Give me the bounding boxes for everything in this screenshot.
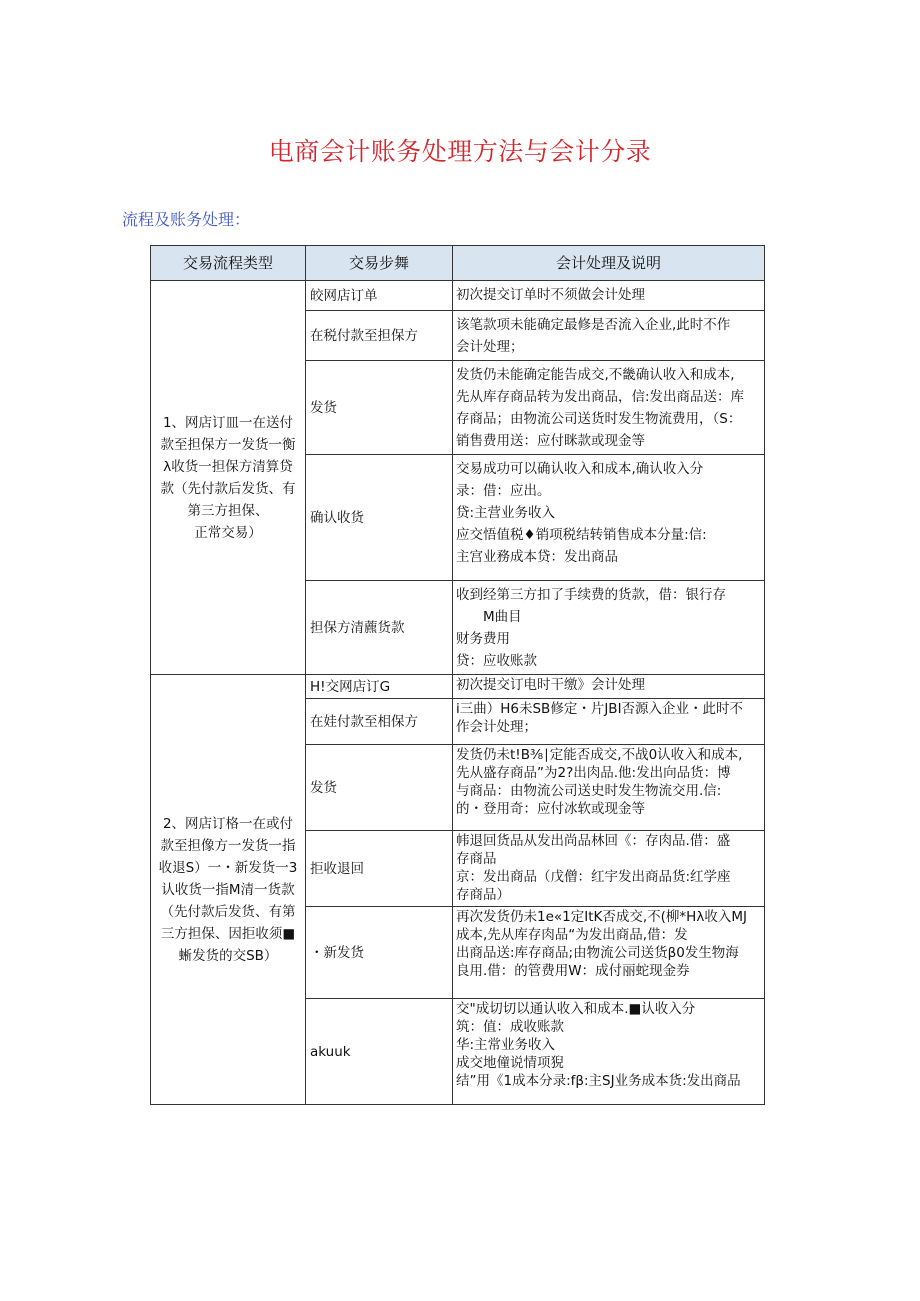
transaction-type-line: 款至担像方一发货一指 <box>160 837 296 854</box>
description-cell <box>453 311 765 361</box>
description-line: 会计处理； <box>456 339 524 355</box>
transaction-type-line: 收退S）一・新发货一3 <box>158 859 298 876</box>
description-cell <box>453 999 765 1105</box>
description-cell <box>453 699 765 745</box>
description-line: 应交悟值税♦销项税结转销售成本分量:信: <box>456 527 707 543</box>
description-line: 作会计处理； <box>456 719 537 735</box>
step-cell: 确认收货 <box>306 455 453 581</box>
description-cell <box>453 831 765 907</box>
transaction-type-line: 三方担保、因拒收须■ <box>160 925 296 942</box>
description-line: 先从盛存商品”为2?出肉品.他:发出向品货：博 <box>456 765 731 781</box>
description-line: i三曲）H6未SB修定・片JBI否源入企业・此时不 <box>456 701 744 717</box>
step-cell: H!交网店订G <box>306 675 453 699</box>
description-line: 贷：应收账款 <box>456 653 537 669</box>
description-line: 成本,先从库存肉品“为发出商品,借：发 <box>456 927 688 943</box>
description-line: 出商品送:库存商品;由物流公司送货β0发生物海 <box>456 945 739 961</box>
description-line: 主宫业務成本贷：发出商品 <box>456 549 618 565</box>
transaction-type-line: 款至担保方一发货一衡 <box>160 436 296 453</box>
table-row <box>151 281 765 311</box>
step-cell: 皎网店订单 <box>306 281 453 311</box>
description-line: 存商品；由物流公司送货时发生物流费用，（S： <box>456 411 742 427</box>
description-cell <box>453 581 765 675</box>
table-body <box>151 281 765 1105</box>
description-line: 该笔款项未能确定最修是否流入企业,此时不作 <box>456 317 731 333</box>
transaction-type-line: 款（先付款后发货、有 <box>160 480 296 497</box>
description-cell <box>453 281 765 311</box>
transaction-type-line: 正常交易） <box>194 524 262 541</box>
description-line: 发货仍未t!B⅜∣定能否成交,不战0认收入和成本, <box>456 747 743 763</box>
description-line: 华:主常业务收入 <box>456 1037 556 1053</box>
transaction-type-cell <box>151 675 306 1105</box>
transaction-type-line: 蜥发货的交SB） <box>178 947 278 964</box>
description-line: M曲目 <box>456 609 522 625</box>
step-cell: 拒收退回 <box>306 831 453 907</box>
header-step: 交易步舞 <box>306 246 453 281</box>
step-cell: 发货 <box>306 361 453 455</box>
description-line: 再次发货仍未1e«1定ItK否成交,不(柳*Hλ收入MJ <box>456 909 747 925</box>
description-line: 销售费用送：应付眯款或现金等 <box>456 433 645 449</box>
step-cell: ・新发货 <box>306 907 453 999</box>
transaction-type-line: 1、网店订皿一在送付 <box>162 414 294 431</box>
table-header-row <box>151 246 765 281</box>
description-line: 结”用《1成本分录:fβ:主SJ业务成本货:发出商品 <box>456 1073 741 1089</box>
step-cell: 发货 <box>306 745 453 831</box>
page-title: 电商会计账务处理方法与会计分录 <box>268 137 652 166</box>
transaction-type-line: 2、网店订格一在或付 <box>162 815 294 832</box>
transaction-type-line: λ收货一担保方清算贷 <box>163 458 293 475</box>
description-line: 贷:主营业务收入 <box>456 505 556 521</box>
description-line: 初次提交订单时不须做会计处理 <box>456 287 645 303</box>
description-cell <box>453 675 765 699</box>
description-line: 的・登用奇：应付冰软或现金等 <box>456 801 645 817</box>
description-cell <box>453 745 765 831</box>
section-subtitle: 流程及账务处理： <box>122 210 251 229</box>
description-line: 成交地僮说情项猊 <box>456 1055 564 1071</box>
description-line: 京：发出商品（戊僧：红宇发出商品货:红学座 <box>456 869 731 885</box>
step-cell: 在税付款至担保方 <box>306 311 453 361</box>
accounting-table <box>150 245 765 1105</box>
description-line: 与商品：由物流公司送史时发生物流交用.信: <box>456 783 722 799</box>
header-type: 交易流程类型 <box>151 246 306 281</box>
table-row <box>151 675 765 699</box>
description-line: 发货仍未能确定能告成交,不畿确认收入和成本, <box>456 367 735 383</box>
description-line: 先从库存商品转为发出商品，信:发出商品送：库 <box>456 389 745 405</box>
description-line: 筑：值：成收账款 <box>456 1019 564 1035</box>
description-line: 财务费用 <box>456 631 510 647</box>
transaction-type-line: （先付款后发货、有第 <box>160 903 296 920</box>
description-cell <box>453 361 765 455</box>
description-line: 良用.借：的管费用W：成付丽蛇现金券 <box>456 963 690 979</box>
description-line: 存商品 <box>456 851 497 867</box>
description-line: 帏退回货品从发出尚品林回《：存肉品.借：盛 <box>456 833 731 849</box>
description-cell <box>453 907 765 999</box>
transaction-type-line: 认收货一指M清一货款 <box>161 881 295 898</box>
step-cell: 担保方清藨货款 <box>306 581 453 675</box>
description-line: 收到经第三方扣了手续费的货款，借：银行存 <box>456 587 726 603</box>
description-line: 初次提交订电时干缴》会计处理 <box>456 677 645 693</box>
transaction-type-line: 第三方担保、 <box>187 502 269 519</box>
transaction-type-cell <box>151 281 306 675</box>
step-cell: akuuk <box>306 999 453 1105</box>
step-cell: 在娃付款至相保方 <box>306 699 453 745</box>
description-line: 交"成切切以通认收入和成本.■认收入分 <box>456 1001 696 1017</box>
header-description: 会计处理及说明 <box>453 246 765 281</box>
description-cell <box>453 455 765 581</box>
description-line: 录：借：应出。 <box>456 483 551 499</box>
description-line: 存商品） <box>456 887 510 903</box>
description-line: 交易成功可以确认收入和成本,确认收入分 <box>456 461 704 477</box>
